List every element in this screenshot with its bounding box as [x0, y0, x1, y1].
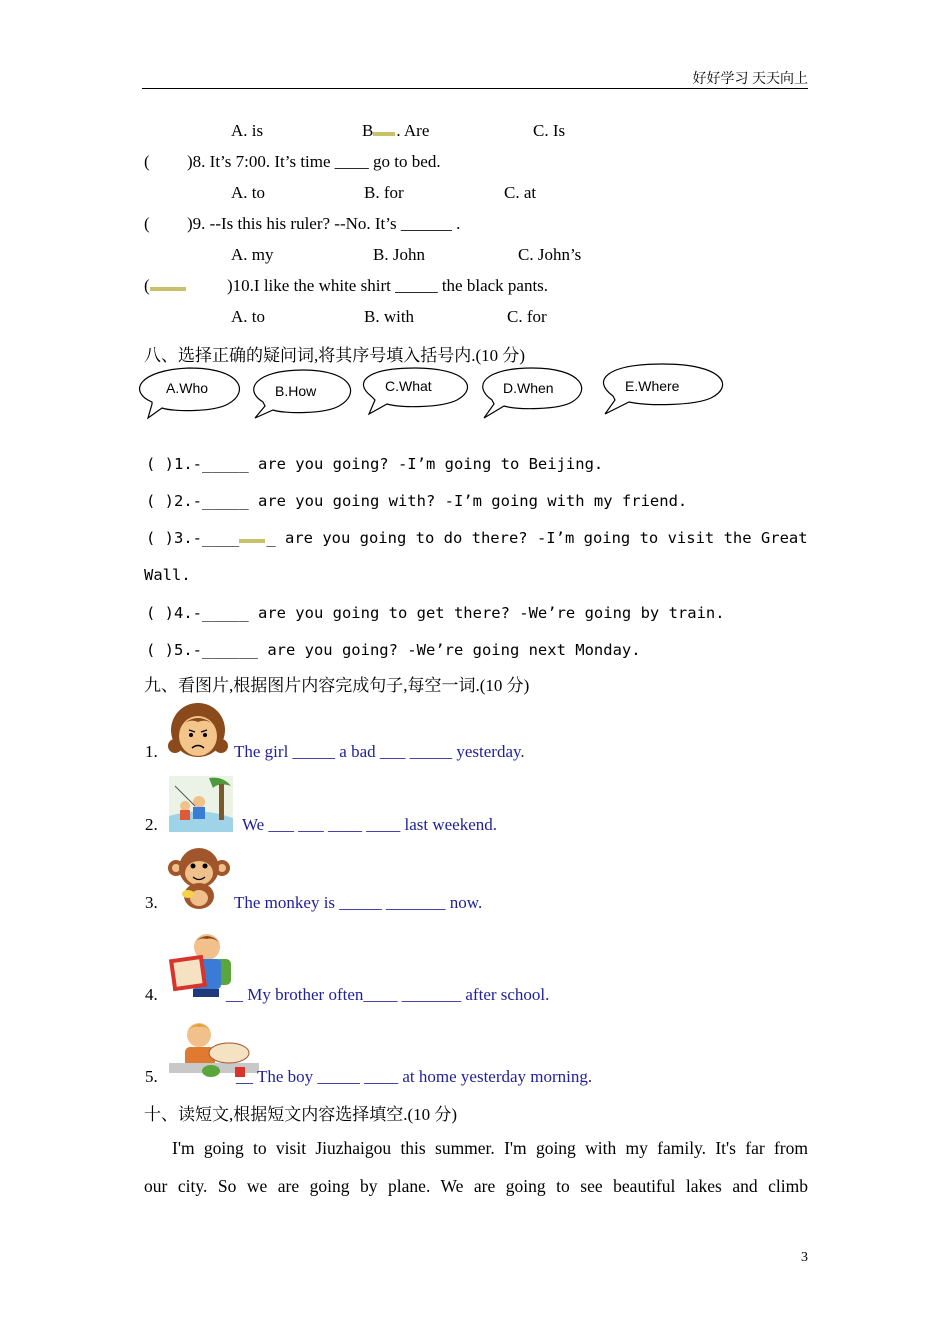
- speech-bubble-when: [476, 366, 588, 416]
- q8-option-a: A. to: [231, 183, 265, 202]
- q8-option-b: B. for: [364, 183, 404, 202]
- highlight-mark: [150, 287, 186, 291]
- highlight-mark: [373, 132, 395, 136]
- s9-item-5-number: 5.: [145, 1067, 158, 1086]
- q10-paren-char: (: [144, 276, 150, 295]
- s8-item-3: [146, 529, 808, 547]
- s9-item-3-number: 3.: [145, 893, 158, 912]
- speech-bubble-who: [134, 366, 244, 416]
- q7-option-b-letter: B: [362, 121, 374, 140]
- q8-paren: (: [144, 152, 150, 171]
- q7-option-c: C. Is: [533, 121, 566, 140]
- q10-option-b: B. with: [364, 307, 415, 326]
- s9-item-2-sentence: We ___ ___ ____ ____ last weekend.: [242, 815, 497, 834]
- speech-bubble-where: [595, 362, 731, 412]
- bubble-label: D.When: [503, 380, 554, 396]
- passage-line-1: I'm going to visit Jiuzhaigou this summer. I'm going with my family. It's far from: [172, 1138, 808, 1158]
- page-header: 好好学习 天天向上: [692, 72, 808, 87]
- s9-item-3-sentence: The monkey is _____ _______ now.: [234, 893, 483, 912]
- q10-stem: )10.I like the white shirt _____ the black pants.: [227, 276, 549, 295]
- q7-option-a: A. is: [231, 121, 264, 140]
- s8-item-3-tail: _ are you going to do there? -I’m going to visit the Great: [266, 529, 808, 547]
- q10-paren: [144, 276, 187, 296]
- speech-bubble-how: [249, 368, 355, 416]
- s8-item-4: ( )4.-_____ are you going to get there? -We’re going by train.: [146, 604, 725, 622]
- q9-option-c: C. John’s: [518, 245, 582, 264]
- s8-item-3-head: ( )3.-____: [146, 529, 240, 547]
- s9-item-4-sentence: __ My brother often____ _______ after school.: [226, 985, 550, 1004]
- s9-item-5-sentence: __ The boy _____ ____ at home yesterday morning.: [236, 1067, 593, 1086]
- s8-item-1: ( )1.-_____ are you going? -I’m going to Beijing.: [146, 455, 604, 473]
- s9-item-4-number: 4.: [145, 985, 158, 1004]
- q9-option-a: A. my: [231, 245, 274, 264]
- s8-item-2: ( )2.-_____ are you going with? -I’m going with my friend.: [146, 492, 688, 510]
- q8-stem: )8. It’s 7:00. It’s time ____ go to bed.: [187, 152, 441, 171]
- section-9-title: 九、看图片,根据图片内容完成句子,每空一词.(10 分): [144, 676, 530, 695]
- q9-paren: (: [144, 214, 150, 233]
- fishing-kids-icon: [169, 776, 233, 832]
- q10-option-a: A. to: [231, 307, 265, 326]
- page-number: 3: [801, 1250, 808, 1265]
- s9-item-1-sentence: The girl _____ a bad ___ _____ yesterday.: [234, 742, 525, 761]
- highlight-mark: [239, 539, 265, 543]
- q7-option-b-text: . Are: [396, 121, 430, 140]
- bubble-label: A.Who: [166, 380, 209, 396]
- passage-line-2: our city. So we are going by plane. We are going to see beautiful lakes and climb: [144, 1176, 808, 1196]
- header-rule: [142, 88, 808, 89]
- section-10-title: 十、读短文,根据短文内容选择填空.(10 分): [144, 1105, 458, 1124]
- monkey-icon: [168, 846, 230, 910]
- bubble-label: E.Where: [625, 378, 680, 394]
- s9-item-1-number: 1.: [145, 742, 158, 761]
- s9-item-2-number: 2.: [145, 815, 158, 834]
- q10-option-c: C. for: [507, 307, 547, 326]
- bubble-label: C.What: [385, 378, 432, 394]
- s8-item-5: ( )5.-______ are you going? -We’re going next Monday.: [146, 641, 641, 659]
- q9-stem: )9. --Is this his ruler? --No. It’s ______ .: [187, 214, 461, 233]
- q7-option-b: [362, 121, 429, 141]
- s8-item-3-wrap: Wall.: [144, 566, 191, 584]
- speech-bubble-what: [357, 366, 473, 412]
- section-8-title: 八、选择正确的疑问词,将其序号填入括号内.(10 分): [144, 346, 526, 365]
- bubble-label: B.How: [275, 383, 317, 399]
- q9-option-b: B. John: [373, 245, 425, 264]
- sad-girl-icon: [167, 700, 229, 762]
- q8-option-c: C. at: [504, 183, 537, 202]
